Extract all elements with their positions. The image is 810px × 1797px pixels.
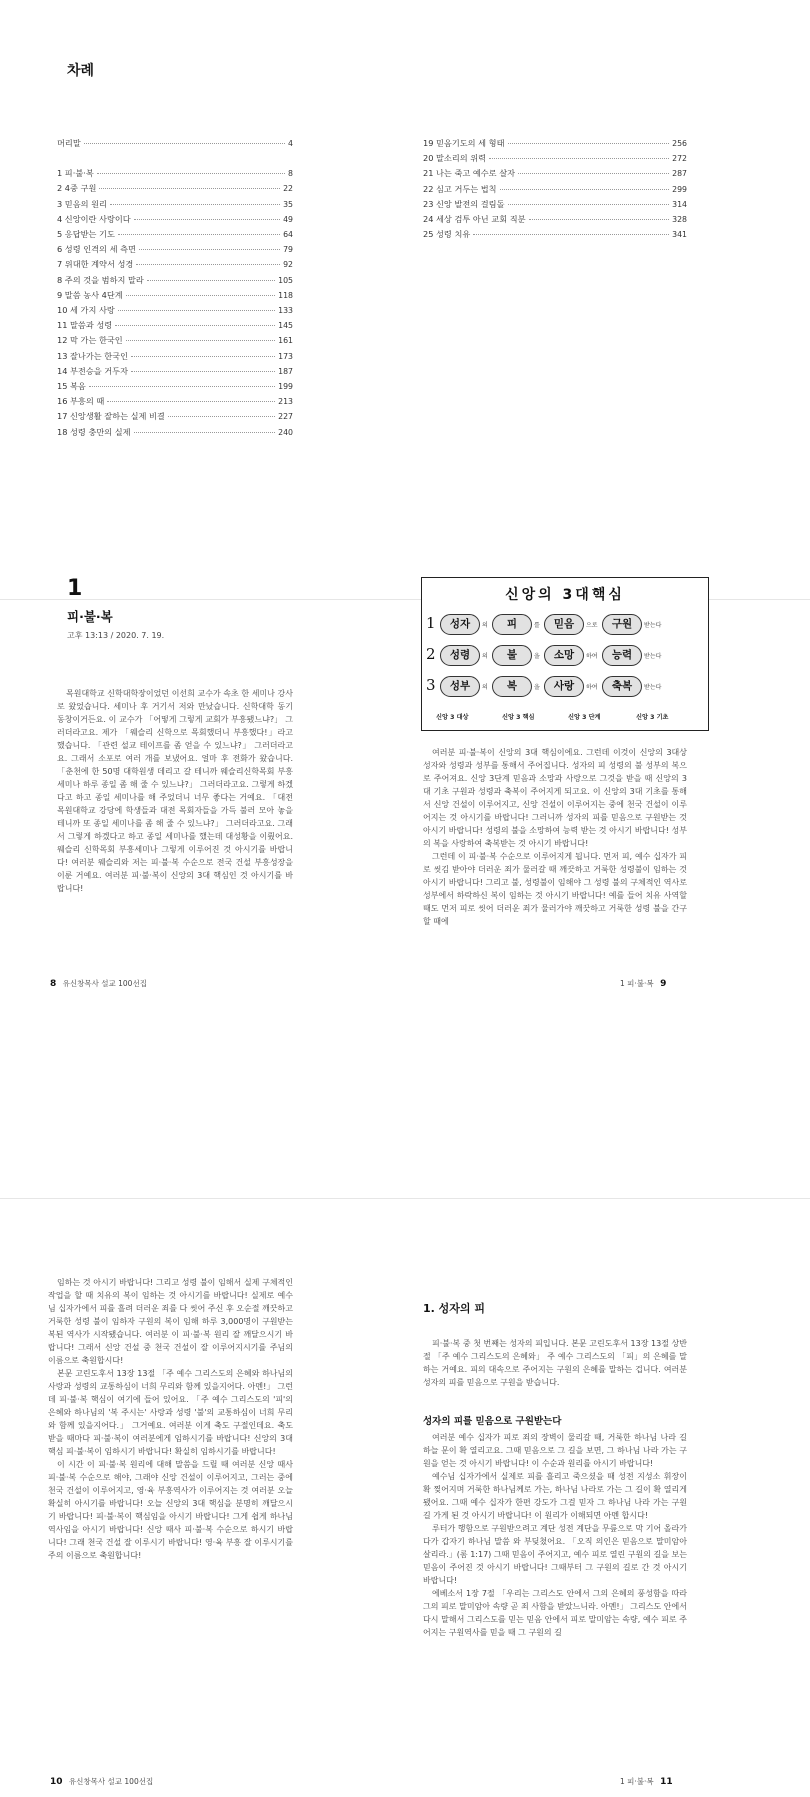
toc-entry[interactable] [57, 409, 293, 424]
toc-entry-label: 12 막 가는 한국인 [57, 335, 123, 346]
toc-entry[interactable] [57, 425, 293, 440]
toc-entry-label: 9 말씀 농사 4단계 [57, 289, 123, 300]
body-paragraph: 임하는 것 아시기 바랍니다! 그리고 성령 불이 임해서 실제 구체적인 작업을 할 때 치유의 복이 임하는 것 아시기를 바랍니다! 실제로 예수님 십자가에서 피를 흘려 더러운 죄를 다 씻어 주신 후 오순절 깨끗하고 거룩한 성령 불이 임하자 구원의 복이 임해 하루 3,000명이 구원받는 복된 역사가 시작됐습니다. 여러분 이 피·불·복 원리 잘 깨달으시기 바랍니다! 그래서 신앙 건설 중 천국 건설이 잘 이루어지시기를 주님의 이름으로 축원합시다! [48, 1278, 293, 1365]
toc-entry-label: 24 세상 검투 아닌 교회 직분 [423, 214, 526, 225]
toc-entry[interactable] [57, 242, 293, 257]
toc-entry-page: 64 [283, 230, 293, 240]
toc-entry[interactable] [57, 379, 293, 394]
toc-entry[interactable] [57, 197, 293, 212]
diagram-footer-label: 신앙 3 핵심 [502, 714, 535, 721]
particle-label: 으로 [586, 622, 598, 629]
toc-entry-page: 145 [278, 321, 293, 331]
toc-leader-dots [126, 295, 275, 296]
toc-entry-page: 341 [672, 230, 687, 240]
section-title: 1. 성자의 피 [423, 1302, 485, 1315]
toc-entry[interactable] [423, 212, 687, 227]
folio-page9 [620, 978, 670, 989]
toc-leader-dots [168, 416, 275, 417]
folio-chapter-title: 1 피·불·복 [620, 979, 654, 988]
toc-entry-page: 199 [278, 382, 293, 392]
toc-entry-page: 92 [283, 260, 293, 270]
toc-entry-label: 머리말 [57, 138, 81, 148]
toc-entry-page: 187 [278, 366, 293, 376]
toc-column-right [423, 136, 687, 242]
toc-entry-label: 8 주의 것을 범하지 말라 [57, 274, 144, 285]
toc-entry-page: 287 [672, 169, 687, 179]
toc-entry-page: 105 [278, 275, 293, 285]
toc-entry-label: 20 말소리의 위력 [423, 153, 487, 164]
chapter-number: 1 [67, 576, 83, 601]
particle-label: 의 [482, 684, 488, 691]
folio-page11 [620, 1776, 677, 1787]
toc-entry-page: 213 [278, 397, 293, 407]
toc-entry-label: 19 믿음기도의 세 형태 [423, 138, 505, 148]
toc-entry[interactable] [57, 181, 293, 196]
toc-leader-dots [134, 432, 276, 433]
toc-leader-dots [118, 310, 275, 311]
subject-pill: 성부 [440, 676, 480, 697]
subject-pill: 성령 [440, 645, 480, 666]
diagram-row [426, 612, 706, 638]
diagram-footer-label: 신앙 3 기초 [636, 714, 669, 721]
faith-core-diagram [421, 577, 709, 731]
toc-entry-page: 173 [278, 351, 293, 361]
toc-entry-label: 3 믿음의 원리 [57, 198, 107, 209]
toc-entry-label: 21 나는 죽고 예수로 살자 [423, 168, 516, 179]
toc-entry[interactable] [57, 227, 293, 242]
toc-entry-page: 4 [288, 139, 293, 148]
toc-leader-dots [107, 401, 275, 402]
particle-label: 을 [534, 684, 540, 691]
toc-leader-dots [134, 219, 280, 220]
toc-entry[interactable] [57, 166, 293, 181]
toc-entry-page: 133 [278, 306, 293, 316]
particle-label: 의 [482, 653, 488, 660]
toc-entry[interactable] [57, 257, 293, 272]
chapter-title: 피·불·복 [67, 609, 113, 624]
folio-page-number: 8 [50, 979, 57, 989]
page11-intro [423, 1337, 687, 1389]
toc-entry-label: 2 4중 구원 [57, 183, 97, 194]
folio-book-title: 유신창목사 설교 100선집 [68, 1777, 154, 1786]
page9-body [423, 746, 687, 928]
diagram-row [426, 643, 706, 669]
page8-body [57, 687, 293, 895]
verb-label: 받는다 [644, 684, 662, 691]
chapter-reference: 고후 13:13 / 2020. 7. 19. [67, 631, 165, 640]
toc-entry-label: 18 성령 충만의 실제 [57, 426, 131, 437]
toc-spread [0, 0, 810, 599]
toc-entry[interactable] [57, 349, 293, 364]
toc-entry-label: 25 성령 치유 [423, 229, 471, 240]
toc-title: 차례 [67, 63, 95, 79]
step-pill: 사랑 [544, 676, 584, 697]
verb-label: 받는다 [644, 622, 662, 629]
body-paragraph: 여러분 피·불·복이 신앙의 3대 핵심이에요. 그런데 이것이 신앙의 3대상 성자와 성령과 성부를 통해서 주어집니다. 성자의 피 성령의 불 성부의 복으로 주어져요. 신앙 3단계 믿음과 소망과 사랑으로 그것을 받을 때 신앙의 3대 기초 구원과 성령과 축복이 주어지게 되고요. 이 신앙의 3대 기초를 통해서 신앙 건설이 이루어지고, 신앙 건설이 이루어지는 중에 천국 건설이 이루어지는 것 아시기를 바랍니다! 그러니까 성자의 피를 믿음으로 구원받는 것 아시기 바랍니다! 성령의 불을 소망하여 능력 받는 것 아시기 바랍니다! 성부의 복을 사랑하여 축복받는 것 아시기 바랍니다! [423, 748, 687, 848]
toc-leader-dots [97, 173, 285, 174]
folio-book-title: 유신창목사 설교 100선집 [62, 979, 147, 988]
folio-page10 [46, 1776, 153, 1787]
toc-entry[interactable] [57, 273, 293, 288]
toc-leader-dots [110, 204, 280, 205]
toc-entry-page: 299 [672, 184, 687, 194]
toc-entry[interactable] [57, 364, 293, 379]
toc-entry-page: 272 [672, 154, 687, 164]
core-pill: 피 [492, 614, 532, 635]
toc-leader-dots [136, 264, 280, 265]
particle-label: 의 [482, 622, 488, 629]
body-paragraph: 예수님 십자가에서 실제로 피를 흘리고 죽으셨을 때 성전 지성소 휘장이 확 찢어지며 거룩한 하나님께로 가는, 하나님 나라로 가는 그 길이 확 열리게 됐어요. 그때 예수 십자가 한편 강도가 그걸 믿자 그 하나님 나라 가는 구원 길 가게 된 것 아시기 바랍니다! 이 원리가 이해되면 아멘 합시다! [423, 1472, 687, 1520]
page10-body [48, 1276, 293, 1562]
toc-entry-page: 240 [278, 427, 293, 437]
toc-entry-page: 227 [278, 412, 293, 422]
particle-label: 하여 [586, 684, 598, 691]
step-pill: 믿음 [544, 614, 584, 635]
toc-leader-dots [529, 219, 670, 220]
toc-entry-label: 16 부흥의 때 [57, 396, 105, 407]
toc-entry[interactable] [57, 288, 293, 303]
particle-label: 을 [534, 653, 540, 660]
core-pill: 복 [492, 676, 532, 697]
toc-leader-dots [473, 234, 669, 235]
toc-entry-page: 328 [672, 215, 687, 225]
page-separator [0, 1198, 810, 1199]
toc-leader-dots [118, 234, 280, 235]
toc-entry[interactable] [57, 318, 293, 333]
toc-leader-dots [500, 189, 670, 190]
toc-leader-dots [126, 340, 275, 341]
toc-entry-label: 7 위대한 계약서 성경 [57, 259, 134, 270]
diagram-footer-label: 신앙 3 대상 [436, 714, 469, 721]
toc-entry-page: 8 [288, 169, 293, 179]
toc-entry-page: 161 [278, 336, 293, 346]
toc-leader-dots [99, 188, 280, 189]
row-number: 2 [426, 645, 436, 663]
toc-gap [57, 151, 293, 166]
toc-entry[interactable] [57, 333, 293, 348]
body-paragraph: 루터가 행함으로 구원받으려고 계단 성전 계단을 무릎으로 막 기어 올라가다가 갑자기 하나님 말씀 와 부딪쳤어요. 「오직 의인은 믿음으로 말미암아 살리라.」(롬 1:17) 그때 믿음이 주어지고, 예수 피로 열린 구원의 길을 보는 믿음이 주어진 것 아시기 바랍니다! 그때부터 그 구원의 길로 간 것 아시기 바랍니다! [423, 1524, 687, 1585]
toc-entry-label: 10 세 가지 사랑 [57, 305, 115, 316]
toc-entry-page: 118 [278, 290, 293, 300]
verb-label: 받는다 [644, 653, 662, 660]
body-paragraph: 이 시간 이 피·불·복 원리에 대해 말씀을 드릴 때 여러분 신앙 때사 피·불·복 수순으로 해야, 그래야 신앙 건설이 이루어지고, 그러는 중에 천국 건설이 이루어지고, 영·육 부흥역사가 이루어지는 것 여러분 오늘 확실히 아시기를 바랍니다! 오늘 신앙의 3대 핵심을 분명히 깨달으시기 바랍니다! 피·불·복이 핵심임을 아시기 바랍니다! 그게 쉽게 하나님 역사임을 아시기 바랍니다! 신앙 때사 피·불·복 수순으로 하시기 바랍니다! 그래 천국 건설 잘 이루시기 바랍니다! 영·육 부흥 잘 이루시기를 주의 이름으로 축원합니다! [48, 1460, 293, 1560]
toc-entry-label: 22 심고 거두는 법칙 [423, 183, 497, 194]
toc-leader-dots [89, 386, 275, 387]
core-pill: 불 [492, 645, 532, 666]
step-pill: 소망 [544, 645, 584, 666]
folio-page8 [46, 978, 147, 989]
result-pill: 축복 [602, 676, 642, 697]
toc-entry-label: 17 신앙생활 잘하는 실제 비결 [57, 411, 165, 422]
body-paragraph: 피·불·복 중 첫 번째는 성자의 피입니다. 본문 고린도후서 13장 13절 상반절 「주 예수 그리스도의 은혜와」 주 예수 그리스도의 「피」의 은혜를 말하는 거예요. 피의 대속으로 주어지는 구원의 은혜를 말하는 겁니다. 여러분 성자의 피를 믿음으로 구원을 받습니다. [423, 1339, 687, 1387]
subject-pill: 성자 [440, 614, 480, 635]
toc-entry-label: 14 부전승을 거두자 [57, 365, 128, 376]
toc-entry-label: 5 응답받는 기도 [57, 229, 115, 240]
toc-entry-label: 13 잘나가는 한국인 [57, 350, 128, 361]
toc-entry-page: 49 [283, 214, 293, 224]
toc-entry[interactable] [57, 303, 293, 318]
body-paragraph: 목원대학교 신학대학장이었던 이선희 교수가 속초 한 세미나 강사로 왔었습니다. 세미나 후 거기서 저와 만났습니다. 신학대학 동기 동창이거든요. 이 교수가 「어떻게 그렇게 교회가 부흥됐느냐?」 그러더라고요. 제가 「웨슬리 신학으로 목회했더니 부흥했다!」라고 했습니다. 「관련 설교 테이프를 좀 얻을 수 있느냐?」 그러더라고요. 그래서 소포로 여러 개를 보냈어요. 얼마 후 전화가 왔습니다. 「춘천에 한 50명 대학원생 데리고 갈 테니까 웨슬리신학목회 부흥세미나 하루 종일 좀 해 줄 수 있느냐?」 그러더라고요. 그렇게 하겠다고 하고 종일 세미나를 해 주었더니 너무 좋다는 거예요. 「대전 목원대학교 강당에 학생들과 대전 목회자들을 가득 불러 모아 놓을 테니까 또 종일 세미나를 좀 해 줄 수 있느냐?」 그러더라고요. 그래서 그렇게 하겠다고 하고 종일 세미나를 했는데 대성황을 이뤘어요. 웨슬리 신학목회 부흥세미나 그렇게 이루어진 것 아시기를 바랍니다! 여러분 웨슬리와 저는 피·불·복 수순으로 전국 건설 부흥성장을 이룬 거예요. 여러분 피·불·복이 신앙의 3대 핵심인 것 아시기를 바랍니다! [57, 689, 293, 893]
toc-leader-dots [518, 173, 669, 174]
toc-leader-dots [139, 249, 280, 250]
toc-leader-dots [115, 325, 275, 326]
toc-entry-label: 11 말씀과 성령 [57, 320, 113, 331]
toc-entry[interactable] [57, 136, 293, 151]
particle-label: 하여 [586, 653, 598, 660]
toc-entry-page: 35 [283, 199, 293, 209]
toc-entry[interactable] [423, 166, 687, 181]
toc-leader-dots [131, 371, 275, 372]
result-pill: 구원 [602, 614, 642, 635]
toc-entry[interactable] [423, 151, 687, 166]
diagram-footer-label: 신앙 3 단계 [568, 714, 601, 721]
toc-leader-dots [147, 280, 275, 281]
result-pill: 능력 [602, 645, 642, 666]
diagram-title: 신앙의 3대핵심 [505, 587, 625, 603]
toc-entry-page: 314 [672, 199, 687, 209]
toc-column-left [57, 136, 293, 440]
toc-entry[interactable] [423, 136, 687, 151]
toc-entry[interactable] [57, 212, 293, 227]
toc-entry-page: 256 [672, 139, 687, 148]
particle-label: 를 [534, 622, 540, 629]
toc-entry-page: 22 [283, 184, 293, 194]
folio-page-number: 11 [660, 1777, 673, 1787]
toc-entry-label: 4 신앙이란 사랑이다 [57, 213, 131, 224]
subsection-title: 성자의 피를 믿음으로 구원받는다 [423, 1416, 562, 1427]
row-number: 1 [426, 614, 436, 632]
diagram-row [426, 674, 706, 700]
folio-chapter-title: 1 피·불·복 [620, 1777, 654, 1786]
body-paragraph: 본문 고린도후서 13장 13절 「주 예수 그리스도의 은혜와 하나님의 사랑과 성령의 교통하심이 너희 무리와 함께 있을지어다. 아멘!」 그런데 피·불·복 핵심이 여기에 들어 있어요. 「주 예수 그리스도의 '피'의 은혜와 하나님의 '복 주시는' 사랑과 성령 '불'의 교통하심이 너희 무리와 함께 있을지어다.」 그거예요. 여러분 이게 축도 구절인데요. 축도 받을 때마다 피·불·복이 여러분에게 임하시기를 바랍니다! 신앙의 3대 핵심 피·불·복이 임하시기 바랍니다! 확실히 임하시기를 바랍니다! [48, 1369, 293, 1456]
folio-page-number: 10 [50, 1777, 63, 1787]
toc-leader-dots [131, 356, 275, 357]
toc-leader-dots [84, 143, 285, 144]
toc-entry-label: 6 성령 인격의 세 측면 [57, 244, 136, 255]
toc-entry-page: 79 [283, 245, 293, 255]
toc-entry-label: 1 피·불·복 [57, 168, 94, 179]
toc-entry-label: 15 복음 [57, 381, 86, 392]
toc-leader-dots [508, 143, 670, 144]
toc-entry[interactable] [423, 197, 687, 212]
body-paragraph: 그런데 이 피·불·복 수순으로 이루어지게 됩니다. 먼저 피, 예수 십자가 피로 씻김 받아야 더러운 죄가 물러갈 때 깨끗하고 거룩한 성령불이 임하는 것 아시기 바랍니다! 그리고 불, 성령불이 임해야 그 성령 불의 구체적인 역사로 성부에서 하락하신 복이 임하는 것 아시기 바랍니다! 예를 들어 치유 사역할 때도 먼저 피로 씻어 더러운 죄가 물러가야 깨끗하고 거룩한 성령 불을 간구할 때에 [423, 852, 687, 926]
toc-entry[interactable] [423, 227, 687, 242]
row-number: 3 [426, 676, 436, 694]
body-paragraph: 에베소서 1장 7절 「우리는 그리스도 안에서 그의 은혜의 풍성함을 따라 그의 피로 말미암아 속량 곧 죄 사함을 받았느니라. 아멘!」 그리스도 안에서 다시 말해서 그리스도를 믿는 믿음 안에서 피로 말미암는 속량, 예수 피로 주어지는 구원역사를 믿을 때 그 구원의 길 [423, 1589, 687, 1637]
toc-entry-label: 23 신앙 발전의 걸림돌 [423, 198, 505, 209]
folio-page-number: 9 [660, 979, 667, 989]
toc-leader-dots [489, 158, 669, 159]
body-paragraph: 여러분 예수 십자가 피로 죄의 장벽이 물리갈 때, 거룩한 하나님 나라 길 하늘 문이 확 열리고요. 그때 믿음으로 그 길을 보면, 그 하나님 나라 가는 구원을 얻는 것 아시기 바랍니다! 이 수순과 원리를 아시기 바랍니다! [423, 1433, 687, 1468]
toc-entry[interactable] [57, 394, 293, 409]
page11-body [423, 1431, 687, 1639]
toc-leader-dots [508, 204, 670, 205]
toc-entry[interactable] [423, 182, 687, 197]
